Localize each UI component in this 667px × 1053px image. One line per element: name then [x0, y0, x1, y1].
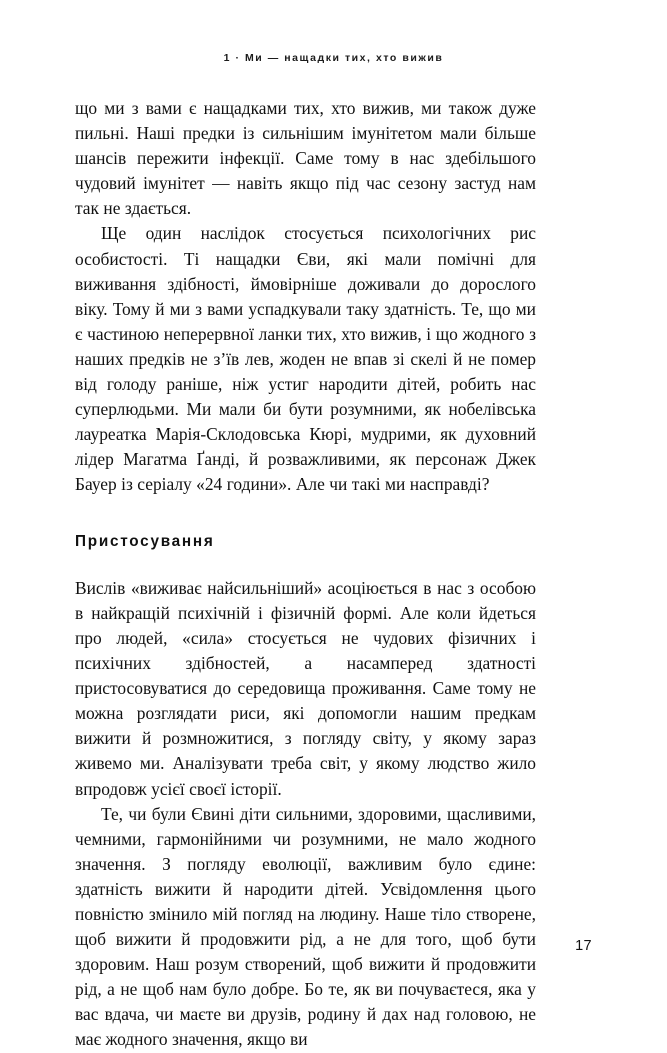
- text-block: [75, 96, 536, 1053]
- running-head: 1 · Ми — нащадки тих, хто вижив: [223, 52, 444, 64]
- section-heading-wrap: [75, 498, 536, 576]
- paragraph-eve-children: Те, чи були Євині діти сильними, здоровими, щасливими, чемними, гармонійними чи розумними, не мало жодного значення. З погляду еволюції, важливим було єдине: здатність вижити й народити дітей. Усвідомлення цього повністю змінило мій погляд на людину. Наше тіло створене, щоб вижити й продовжити рід, а не для того, щоб бути здоровим. Наш розум створений, щоб вижити й продовжити рід, а не щоб нам було добре. Бо те, як ви почуваєтеся, яка у вас вдача, чи маєте ви друзів, родину й дах над головою, не має жодного значення, якщо ви: [75, 803, 536, 1050]
- page-number: 17: [575, 938, 592, 954]
- paragraph-survival-of-fittest: Вислів «виживає найсильніший» асоціюється в нас з особою в найкращій психічній і фізичній формі. Але коли йдеться про людей, «сила» стосується не чудових фізичних і психічних здібностей, а насамперед здатності пристосовуватися до середовища проживання. Саме тому не можна розглядати риси, які допомогли нашим предкам вижити й розмножитися, з погляду світу, у якому зараз живемо ми. Аналізувати треба світ, у якому людство жило впродовж усієї своєї історії.: [75, 577, 536, 799]
- paragraph-continuation: що ми з вами є нащадками тих, хто вижив, ми також дуже пильні. Наші предки із сильнішим імунітетом мали більше шансів пережити інфекції. Саме тому в нас здебільшого чудовий імунітет — навіть якщо під час сезону застуд нам так не здається.: [75, 98, 536, 219]
- section-heading-adaptation: Пристосування: [75, 532, 215, 550]
- paragraph-psychological-traits: Ще один наслідок стосується психологічних рис особистості. Ті нащадки Єви, які мали помічні для виживання здібності, ймовірніше доживали до дорослого віку. Тому й ми з вами успадкували таку здатність. Те, що ми є частиною неперервної ланки тих, хто вижив, і що жодного з наших предків не з’їв лев, жоден не впав зі скелі й не помер від голоду раніше, ніж устиг народити дітей, робить нас суперлюдьми. Ми мали би бути розумними, як нобелівська лауреатка Марія-Склодовська Кюрі, мудрими, як духовний лідер Магатма Ґанді, й розважливими, як персонаж Джек Бауер із серіалу «24 години». Але чи такі ми насправді?: [75, 223, 536, 495]
